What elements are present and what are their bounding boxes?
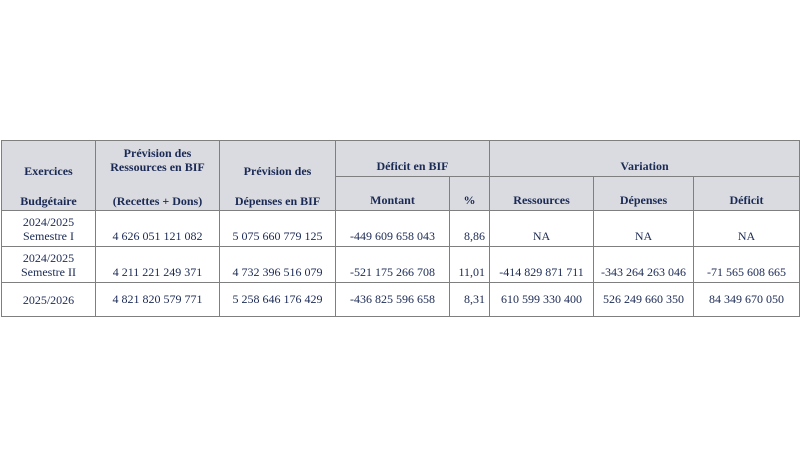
row-exercice (2, 247, 96, 283)
cell-ressources: 4 211 221 249 371 (96, 247, 220, 283)
cell-var-depenses: NA (594, 211, 694, 247)
header-depenses-top: Prévision des (243, 163, 312, 178)
header-exercices (2, 141, 96, 211)
header-exercices-top: Exercices (24, 163, 73, 178)
row-exercice (2, 283, 96, 317)
cell-ressources: 4 626 051 121 082 (96, 211, 220, 247)
header-ressources-bottom: (Recettes + Dons) (112, 193, 203, 208)
header-depenses (220, 141, 336, 211)
cell-pct: 8,86 (450, 211, 490, 247)
row-year: 2025/2026 (22, 292, 75, 307)
header-ressources (96, 141, 220, 211)
cell-depenses: 5 258 646 176 429 (220, 283, 336, 317)
cell-depenses: 5 075 660 779 125 (220, 211, 336, 247)
header-ressources-top: Prévision des Ressources en BIF (110, 145, 205, 174)
header-exercices-bottom: Budgétaire (20, 193, 77, 208)
table-row (2, 283, 800, 317)
row-exercice (2, 211, 96, 247)
header-depenses-bottom: Dépenses en BIF (234, 193, 321, 208)
budget-table (1, 140, 800, 317)
cell-var-deficit: NA (694, 211, 800, 247)
cell-var-ressources: NA (490, 211, 594, 247)
row-year: 2024/2025 (22, 214, 75, 229)
row-period: Semestre II (21, 264, 76, 279)
cell-pct: 11,01 (450, 247, 490, 283)
row-year: 2024/2025 (22, 250, 75, 265)
cell-ressources: 4 821 820 579 771 (96, 283, 220, 317)
header-deficit: Déficit en BIF (336, 141, 490, 177)
cell-var-depenses: 526 249 660 350 (594, 283, 694, 317)
table-row (2, 211, 800, 247)
header-var-depenses: Dépenses (594, 177, 694, 211)
row-period: Semestre I (23, 228, 74, 243)
cell-pct: 8,31 (450, 283, 490, 317)
cell-var-depenses: -343 264 263 046 (594, 247, 694, 283)
header-variation: Variation (490, 141, 800, 177)
cell-montant: -449 609 658 043 (336, 211, 450, 247)
header-var-ressources: Ressources (490, 177, 594, 211)
cell-var-ressources: 610 599 330 400 (490, 283, 594, 317)
budget-table-container (1, 140, 800, 317)
cell-montant: -521 175 266 708 (336, 247, 450, 283)
table-row (2, 247, 800, 283)
cell-var-ressources: -414 829 871 711 (490, 247, 594, 283)
header-montant: Montant (336, 177, 450, 211)
cell-montant: -436 825 596 658 (336, 283, 450, 317)
header-pct: % (450, 177, 490, 211)
cell-var-deficit: 84 349 670 050 (694, 283, 800, 317)
cell-var-deficit: -71 565 608 665 (694, 247, 800, 283)
header-var-deficit: Déficit (694, 177, 800, 211)
cell-depenses: 4 732 396 516 079 (220, 247, 336, 283)
